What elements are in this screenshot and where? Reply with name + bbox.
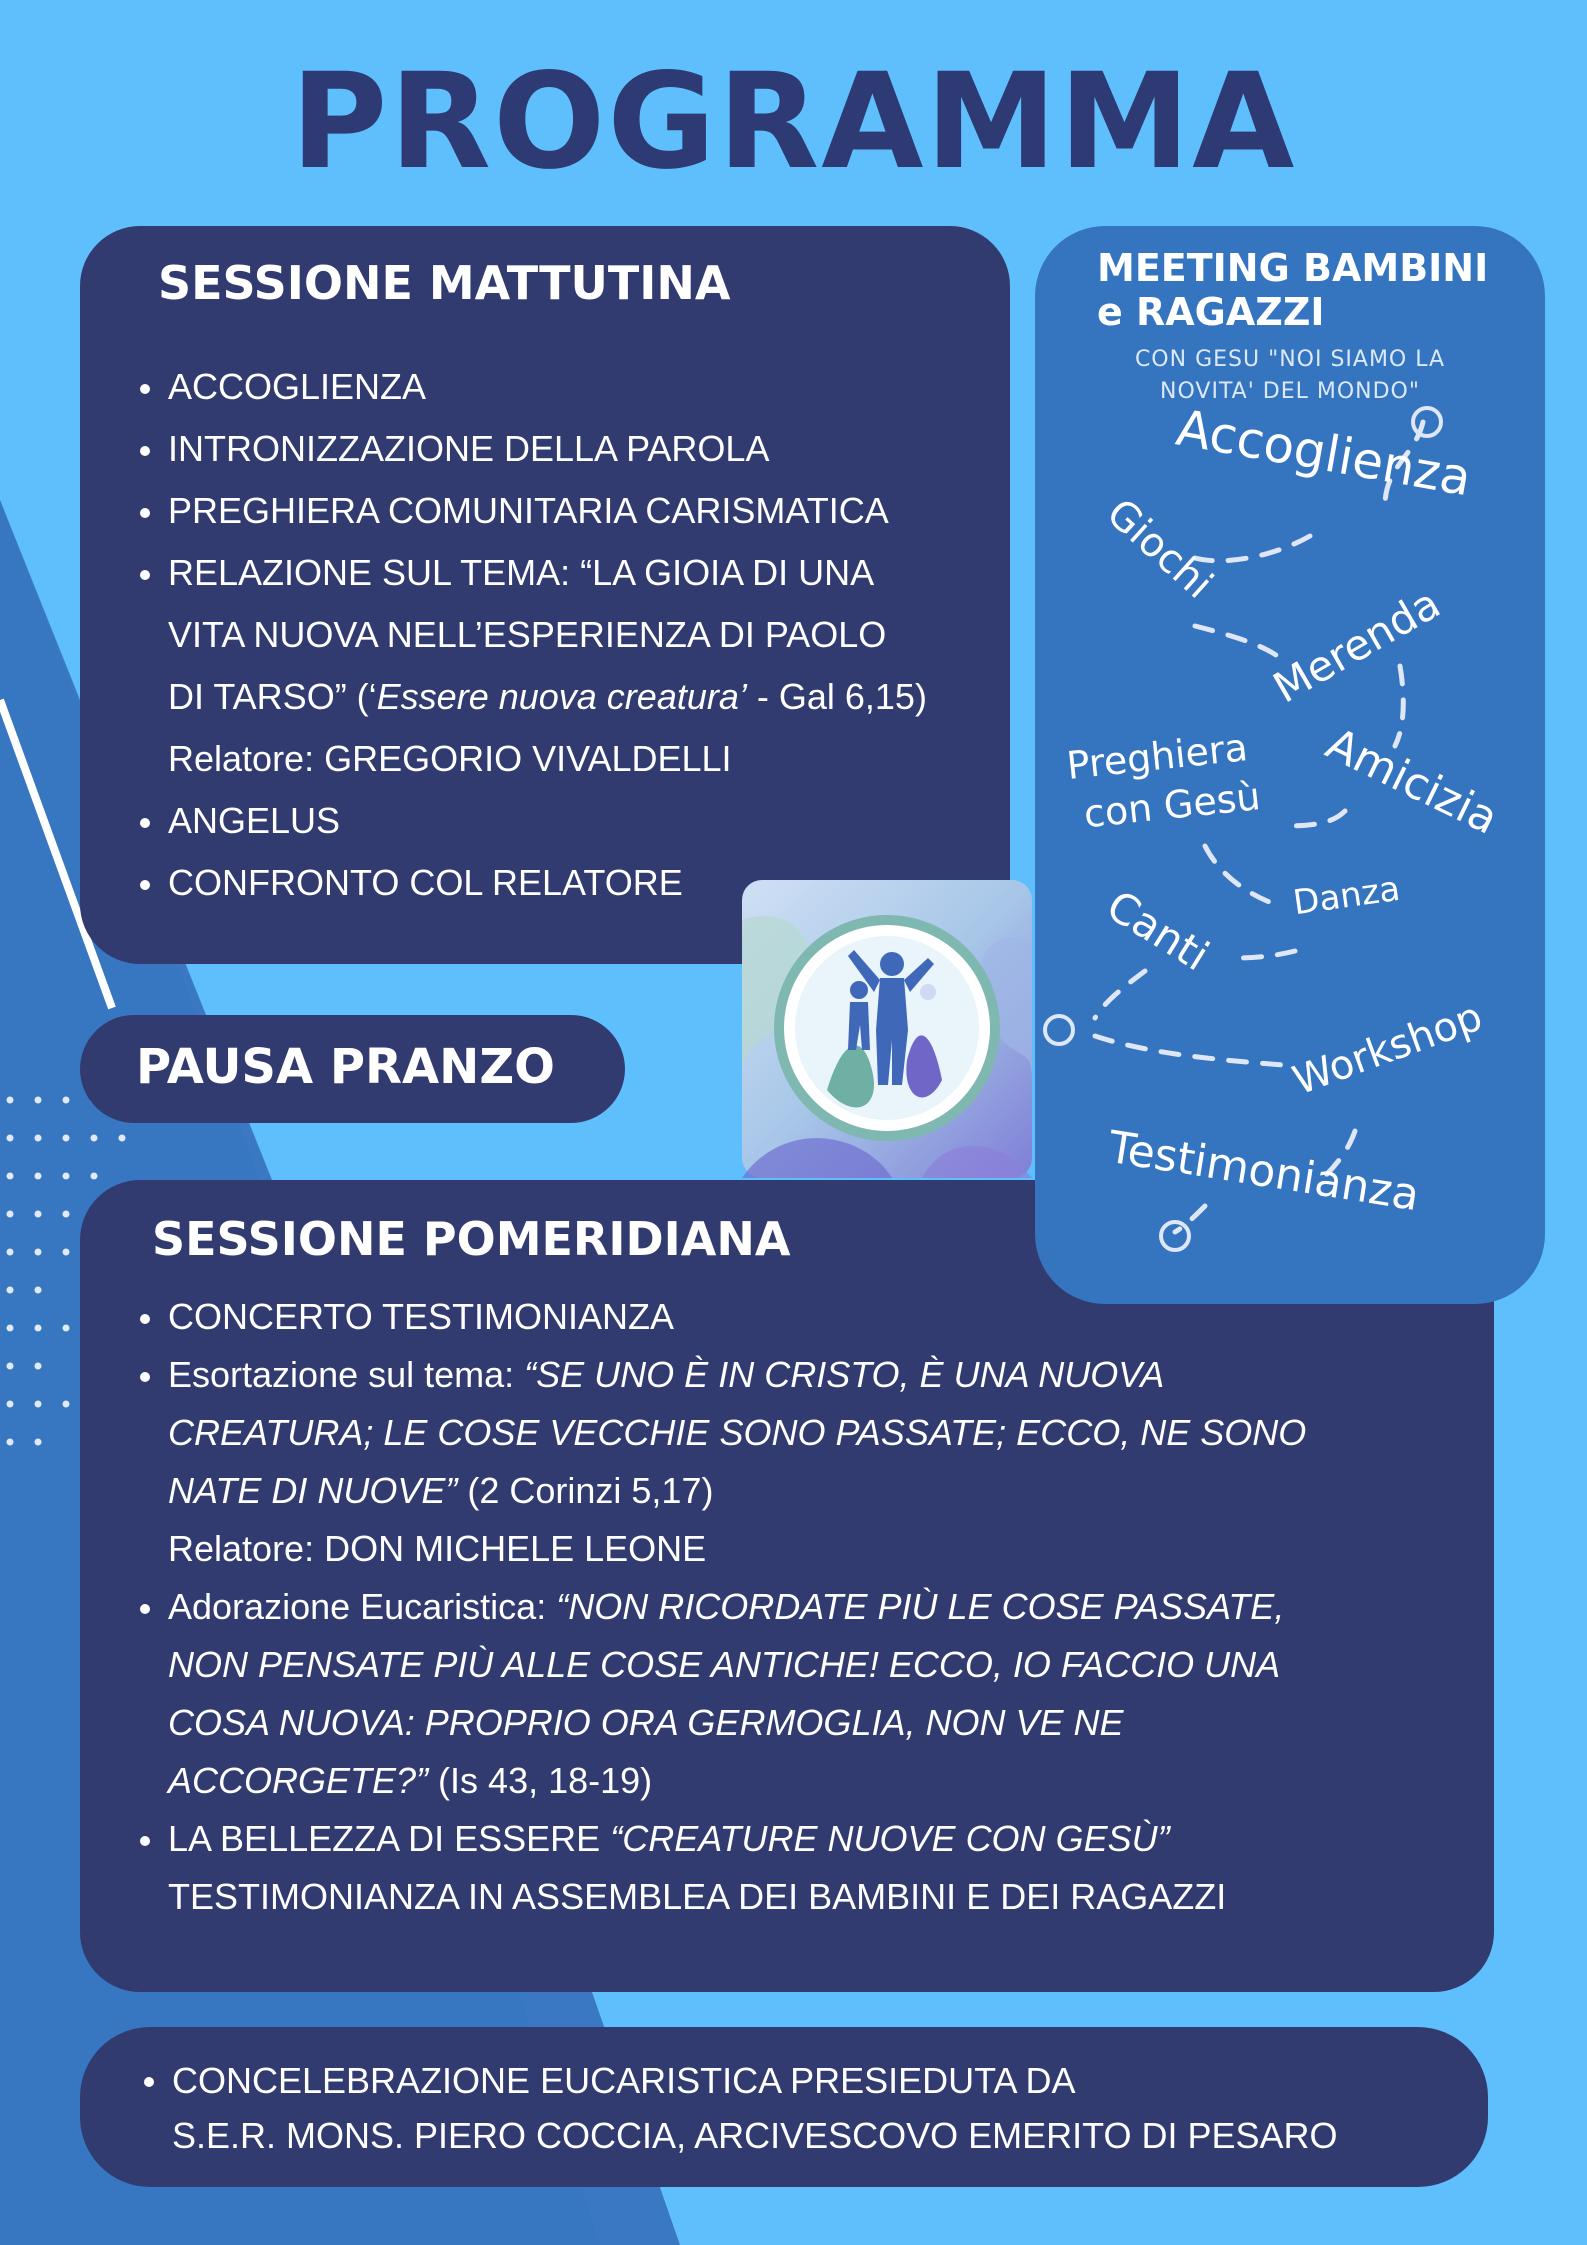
list-item: Adorazione Eucaristica: “NON RICORDATE PIÙ LE COSE PASSATE, <box>128 1578 1468 1636</box>
list-item-continuation: NATE DI NUOVE” (2 Corinzi 5,17) <box>168 1470 714 1511</box>
list-item-continuation: NON PENSATE PIÙ ALLE COSE ANTICHE! ECCO, IO FACCIO UNA <box>168 1644 1281 1685</box>
activity-canti: Canti <box>1098 880 1218 981</box>
list-item-continuation: ACCORGETE?” (Is 43, 18-19) <box>168 1760 653 1801</box>
lunch-break-badge <box>80 1015 625 1123</box>
list-item-continuation: VITA NUOVA NELL’ESPERIENZA DI PAOLO <box>168 614 887 655</box>
list-item: INTRONIZZAZIONE DELLA PAROLA <box>128 418 1028 480</box>
activity-amicizia: Amicizia <box>1318 718 1506 845</box>
activity-preghiera-line1: Preghiera <box>1064 725 1250 788</box>
activity-preghiera-line2: con Gesù <box>1081 774 1263 837</box>
list-item-continuation: COSA NUOVA: PROPRIO ORA GERMOGLIA, NON VE NE <box>168 1702 1124 1743</box>
event-logo <box>742 880 1032 1178</box>
list-item-continuation: TESTIMONIANZA IN ASSEMBLEA DEI BAMBINI E DEI RAGAZZI <box>168 1876 1227 1917</box>
list-item: RELAZIONE SUL TEMA: “LA GIOIA DI UNA <box>128 542 1028 604</box>
activity-merenda: Merenda <box>1265 578 1449 713</box>
list-item-continuation: CREATURA; LE COSE VECCHIE SONO PASSATE; ECCO, NE SONO <box>168 1412 1307 1453</box>
activity-giochi: Giochi <box>1097 490 1222 608</box>
list-item: CONCERTO TESTIMONIANZA <box>128 1288 1468 1346</box>
list-item: Esortazione sul tema: “SE UNO È IN CRISTO, È UNA NUOVA <box>128 1346 1468 1404</box>
morning-session-panel <box>80 226 1010 964</box>
list-item-continuation: DI TARSO” (‘Essere nuova creatura’ - Gal 6,15) <box>168 676 927 717</box>
afternoon-session-list <box>128 1288 1468 1926</box>
list-item: ANGELUS <box>128 790 1028 852</box>
list-item: ACCOGLIENZA <box>128 356 1028 418</box>
activity-accoglienza: Accoglienza <box>1172 398 1476 508</box>
kids-meeting-panel <box>1035 226 1545 1304</box>
kids-title-line1: MEETING BAMBINI <box>1097 246 1489 290</box>
kids-subtitle-line1: CON GESU "NOI SIAMO LA <box>1134 347 1446 372</box>
list-item: CONFRONTO COL RELATORE <box>128 852 1028 914</box>
list-item-continuation: S.E.R. MONS. PIERO COCCIA, ARCIVESCOVO EMERITO DI PESARO <box>172 2115 1338 2156</box>
page-title: PROGRAMMA <box>290 45 1297 199</box>
lunch-break-label: PAUSA PRANZO <box>136 1039 555 1095</box>
activity-danza: Danza <box>1290 868 1403 924</box>
activity-preghiera <box>1064 721 1262 840</box>
kids-title-line2: e RAGAZZI <box>1097 290 1325 334</box>
list-item: LA BELLEZZA DI ESSERE “CREATURE NUOVE CON GESÙ” <box>128 1810 1468 1868</box>
activity-testimonianza: Testimonianza <box>1104 1121 1423 1222</box>
speaker-line: Relatore: GREGORIO VIVALDELLI <box>168 738 732 779</box>
celebration-panel <box>80 2027 1488 2187</box>
speaker-line: Relatore: DON MICHELE LEONE <box>168 1528 707 1569</box>
list-item: CONCELEBRAZIONE EUCARISTICA PRESIEDUTA DA <box>132 2053 1472 2108</box>
list-item: PREGHIERA COMUNITARIA CARISMATICA <box>128 480 1028 542</box>
kids-subtitle-line2: NOVITA' DEL MONDO" <box>1160 379 1420 404</box>
afternoon-session-heading: SESSIONE POMERIDIANA <box>152 1212 791 1266</box>
morning-session-list <box>128 356 1028 914</box>
activity-workshop: Workshop <box>1287 993 1489 1105</box>
celebration-list <box>132 2053 1472 2163</box>
morning-session-heading: SESSIONE MATTUTINA <box>158 256 731 310</box>
